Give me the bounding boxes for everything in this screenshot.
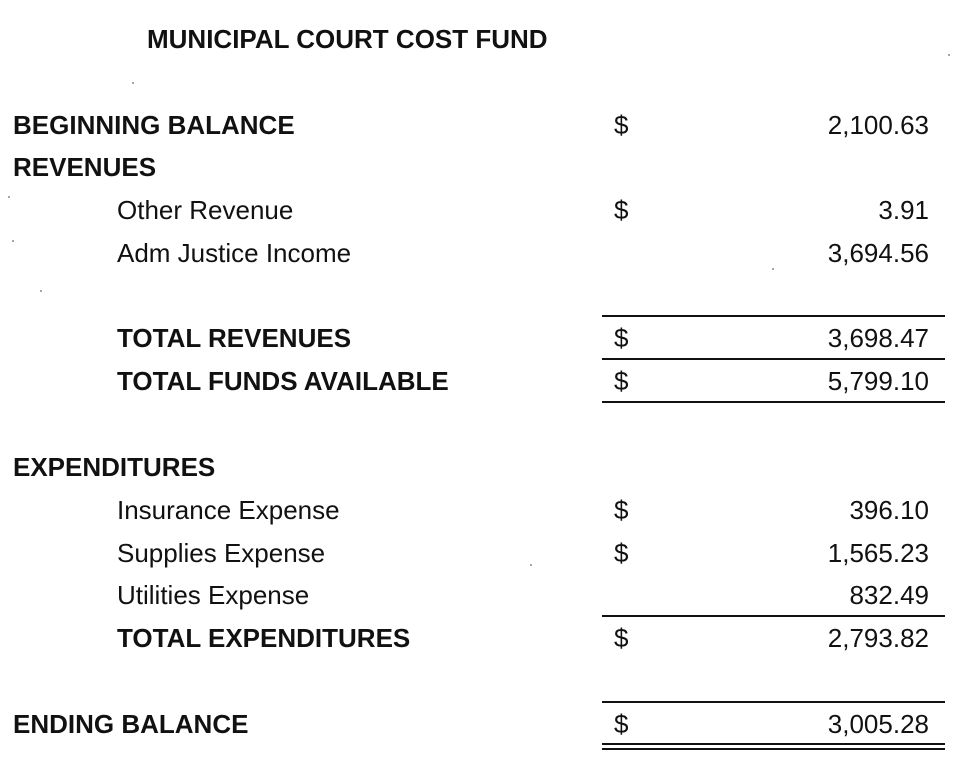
expenditures-heading-row	[0, 446, 956, 486]
total-funds-available-label: TOTAL FUNDS AVAILABLE	[117, 366, 449, 396]
sum-rule	[602, 401, 945, 403]
currency-symbol: $	[614, 495, 629, 525]
line-item-row	[0, 532, 956, 572]
currency-symbol: $	[614, 195, 629, 225]
total-expenditures-amount: 2,793.82	[827, 623, 929, 653]
line-item-amount: 396.10	[849, 495, 929, 525]
line-item-row	[0, 232, 956, 272]
beginning-balance-amount: 2,100.63	[827, 110, 929, 140]
scan-speck	[8, 196, 10, 198]
total-revenues-amount: 3,698.47	[827, 323, 929, 353]
scan-speck	[948, 54, 950, 56]
currency-symbol: $	[614, 623, 629, 653]
total-funds-available-row	[0, 360, 956, 400]
total-expenditures-row	[0, 617, 956, 657]
line-item-label: Other Revenue	[117, 195, 294, 225]
line-item-amount: 3,694.56	[827, 238, 929, 268]
line-item-amount: 1,565.23	[827, 538, 929, 568]
line-item-label: Insurance Expense	[117, 495, 340, 525]
scan-speck	[12, 240, 14, 242]
ending-balance-label: ENDING BALANCE	[13, 709, 249, 739]
ending-balance-amount: 3,005.28	[827, 709, 929, 739]
scan-speck	[772, 268, 774, 270]
total-revenues-row	[0, 317, 956, 357]
currency-symbol: $	[614, 110, 629, 140]
currency-symbol: $	[614, 538, 629, 568]
scan-speck	[132, 82, 134, 84]
expenditures-heading: EXPENDITURES	[13, 452, 216, 482]
scan-speck	[40, 290, 42, 292]
revenues-heading: REVENUES	[13, 152, 157, 182]
line-item-amount: 832.49	[849, 580, 929, 610]
line-item-row	[0, 574, 956, 614]
currency-symbol: $	[614, 709, 629, 739]
line-item-row	[0, 189, 956, 229]
line-item-amount: 3.91	[878, 195, 929, 225]
total-expenditures-label: TOTAL EXPENDITURES	[117, 623, 411, 653]
total-revenues-label: TOTAL REVENUES	[117, 323, 352, 353]
line-item-label: Supplies Expense	[117, 538, 326, 568]
double-underline-rule	[602, 743, 945, 750]
ending-balance-row	[0, 703, 956, 743]
line-item-label: Utilities Expense	[117, 580, 310, 610]
currency-symbol: $	[614, 323, 629, 353]
line-item-row	[0, 489, 956, 529]
beginning-balance-label: BEGINNING BALANCE	[13, 110, 295, 140]
document-title: MUNICIPAL COURT COST FUND	[147, 24, 548, 54]
total-funds-available-amount: 5,799.10	[827, 366, 929, 396]
scan-speck	[530, 564, 532, 566]
line-item-label: Adm Justice Income	[117, 238, 352, 268]
revenues-heading-row	[0, 146, 956, 186]
beginning-balance-row	[0, 104, 956, 144]
currency-symbol: $	[614, 366, 629, 396]
